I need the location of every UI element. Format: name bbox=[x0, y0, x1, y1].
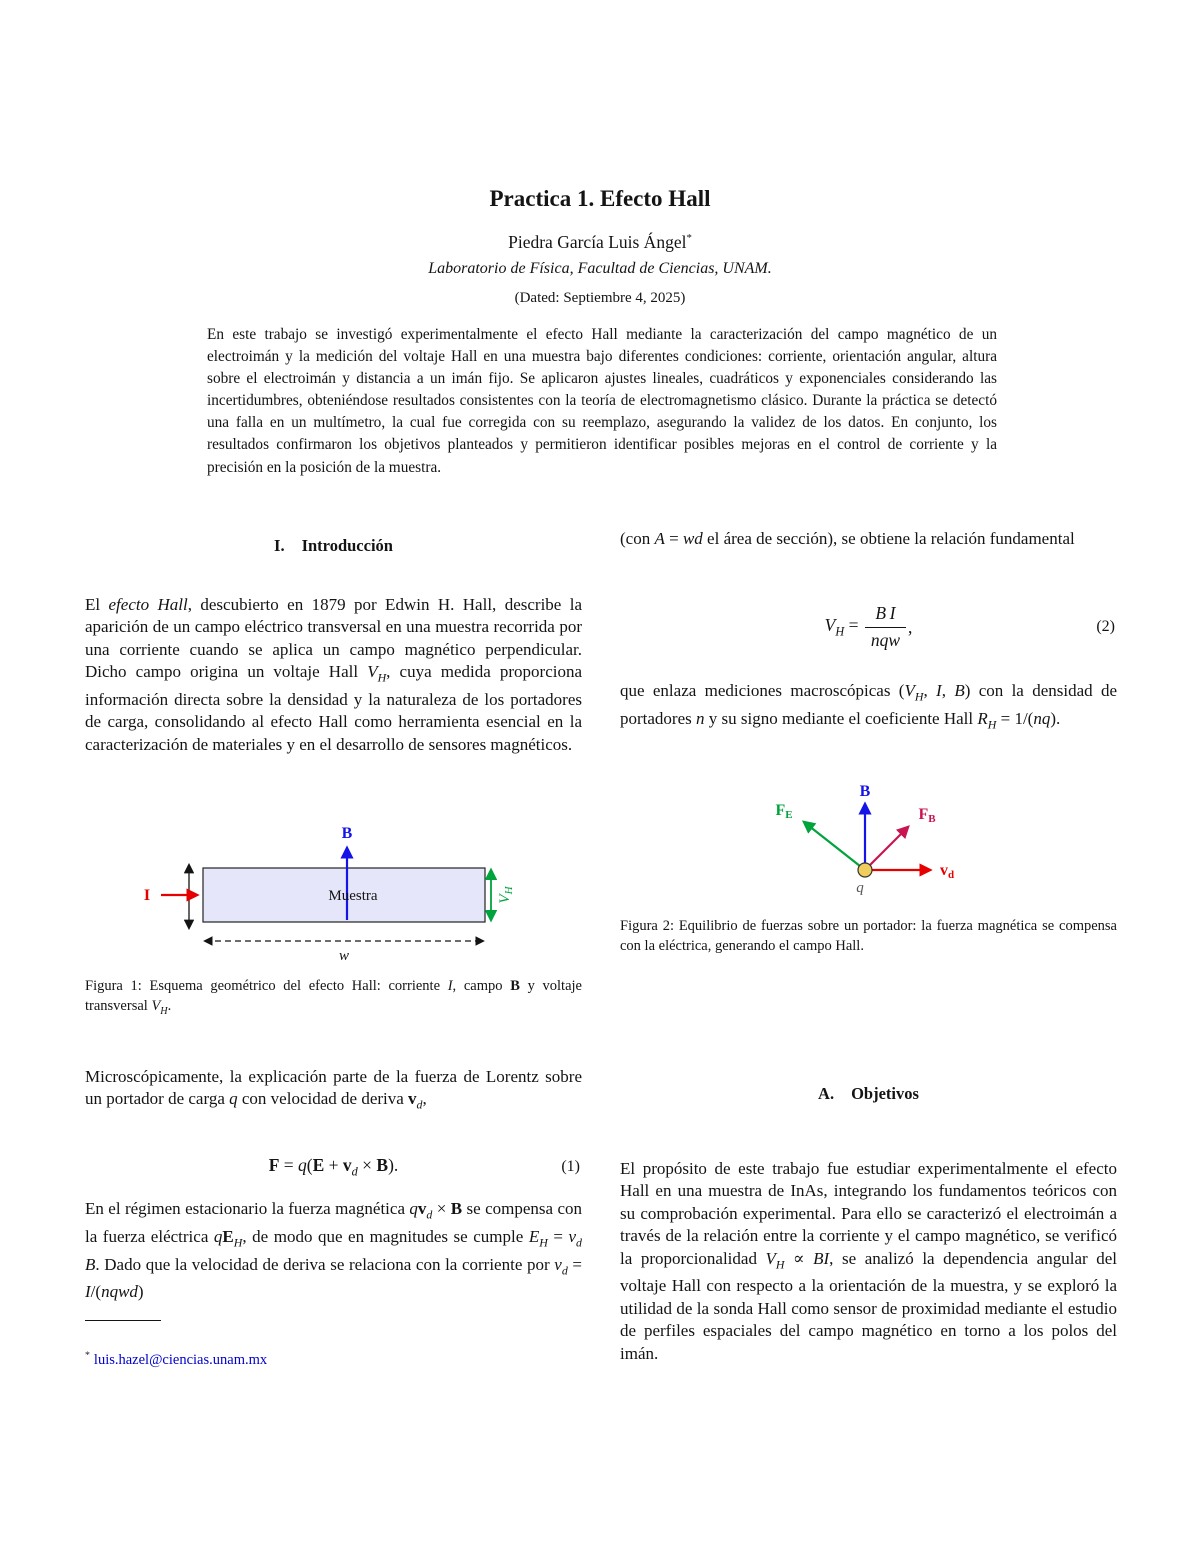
b-field-label: B bbox=[859, 784, 871, 800]
equation-2-numerator: B I bbox=[865, 603, 906, 628]
paper-date: (Dated: Septiembre 4, 2025) bbox=[514, 290, 686, 306]
author-affiliation: Laboratorio de Física, Facultad de Ciencias, UNAM. bbox=[428, 260, 772, 277]
equation-2 bbox=[620, 598, 1117, 656]
hall-coefficient-paragraph: que enlaza mediciones macroscópicas ($V_H$, I, B) con la densidad de portadores n y su signo mediante el coeficiente Hall $R_H = 1/(nq)$. bbox=[620, 681, 1118, 732]
subsection-heading-objetivos bbox=[620, 1084, 1117, 1104]
section-heading-introduction bbox=[85, 536, 582, 556]
equation-1-body: $F = q(E + v_d \times B)$. bbox=[268, 1154, 399, 1179]
equation-1-number: (1) bbox=[561, 1158, 580, 1175]
subsection-number: A. bbox=[818, 1084, 835, 1103]
magnetic-force-arrow bbox=[865, 827, 908, 870]
figure-1-caption: Figura 1: Esquema geométrico del efecto Hall: corriente I, campo B y voltaje transversal $V_H$. bbox=[85, 978, 582, 1018]
equation-2-lhs: $V_H$ = bbox=[824, 614, 863, 639]
charge-marker bbox=[858, 863, 872, 877]
author-line bbox=[0, 232, 1200, 253]
equation-2-number: (2) bbox=[1096, 618, 1115, 635]
figure-2-force-balance bbox=[620, 784, 1117, 912]
footnote bbox=[85, 1350, 582, 1369]
paper-title: Practica 1. Efecto Hall bbox=[489, 186, 711, 211]
subsection-title: Objetivos bbox=[851, 1084, 919, 1103]
electric-force-label: FE bbox=[775, 802, 793, 821]
section-title: Introducción bbox=[301, 536, 393, 555]
author-footnote-mark: * bbox=[686, 232, 692, 245]
stationary-regime-paragraph: En el régimen estacionario la fuerza magnética $qv_d \times B$ se compensa con la fuerza eléctrica $qE_H$, de modo que en magnitudes se cumple $E_H = v_d$ B. Dado que la velocidad de deriva se relaciona con la corriente por $v_d$ = I/(nqwd) bbox=[85, 1199, 583, 1302]
section-number: I. bbox=[274, 536, 285, 555]
width-label: w bbox=[338, 948, 350, 964]
objetivos-paragraph: El propósito de este trabajo fue estudiar experimentalmente el efecto Hall en una muestra de InAs, integrando los fundamentos teóricos con su comprobación experimental. Para ello se caracterizó el electroimán a través de la relación entre la corriente y el campo magnético, se verificó la proporcionalidad $V_H$ ∝ BI, se analizó la dependencia angular del voltaje Hall con respecto a la orientación de la muestra, y se exploró la utilidad de la sonda Hall como sensor de proximidad mediante el estudio de perfiles espaciales del campo magnético en torno a los polos del imán. bbox=[620, 1159, 1117, 1363]
drift-velocity-label: vd bbox=[939, 862, 955, 881]
magnetic-force-label: FB bbox=[918, 806, 936, 825]
author-name: Piedra García Luis Ángel bbox=[508, 232, 687, 252]
lorentz-paragraph: Microscópicamente, la explicación parte de la fuerza de Lorentz sobre un portador de carga q con velocidad de deriva $v_d$, bbox=[85, 1067, 582, 1112]
hall-voltage-label: $V_H$ bbox=[497, 886, 515, 904]
equation-2-denominator: nqw bbox=[870, 630, 900, 650]
footnote-email-link[interactable]: luis.hazel@ciencias.unam.mx bbox=[93, 1351, 268, 1368]
sample-label: Muestra bbox=[328, 888, 378, 904]
figure-1-hall-geometry bbox=[85, 820, 582, 965]
current-label: I bbox=[143, 887, 151, 904]
b-field-label: B bbox=[341, 825, 353, 842]
intro-paragraph: El efecto Hall, descubierto en 1879 por Edwin H. Hall, describe la aparición de un campo eléctrico transversal en una muestra recorrida por una corriente cuando se aplica un campo magnético perpendicular. Dicho campo origina un voltaje Hall $V_H$, cuya medida proporciona información directa sobre la densidad y la naturaleza de los portadores de carga, consolidando al efecto Hall como herramienta esencial en la caracterización de materiales y en el desarrollo de sensores magnéticos. bbox=[85, 595, 583, 754]
electric-force-arrow bbox=[804, 822, 865, 870]
equation-2-tail: , bbox=[908, 616, 913, 637]
abstract: En este trabajo se investigó experimentalmente el efecto Hall mediante la caracterización del campo magnético de un electroimán y la medición del voltaje Hall en una muestra bajo diferentes condiciones: corriente, orientación angular, altura sobre el electroimán y distancia a un imán fijo. Se aplicaron ajustes lineales, cuadráticos y exponenciales considerando las incertidumbres, obteniéndose resultados consistentes con la teoría de electromagnetismo clásico. Durante la práctica se detectó una falla en un multímetro, la cual fue corregida con su reemplazo, asegurando la validez de los datos. En conjunto, los resultados confirmaron los objetivos planteados y permitieron identificar posibles mejoras en el control de corriente y la precisión en la posición de la muestra. bbox=[207, 326, 997, 476]
footnote-rule bbox=[85, 1320, 161, 1321]
equation-2-fraction bbox=[865, 603, 906, 651]
footnote-mark: * bbox=[85, 1350, 90, 1361]
section-area-paragraph: (con A = wd el área de sección), se obtiene la relación fundamental bbox=[620, 529, 1075, 548]
equation-1 bbox=[85, 1152, 582, 1182]
figure-2-caption: Figura 2: Equilibrio de fuerzas sobre un portador: la fuerza magnética se compensa con la eléctrica, generando el campo Hall. bbox=[620, 918, 1117, 955]
charge-label: q bbox=[856, 880, 864, 896]
